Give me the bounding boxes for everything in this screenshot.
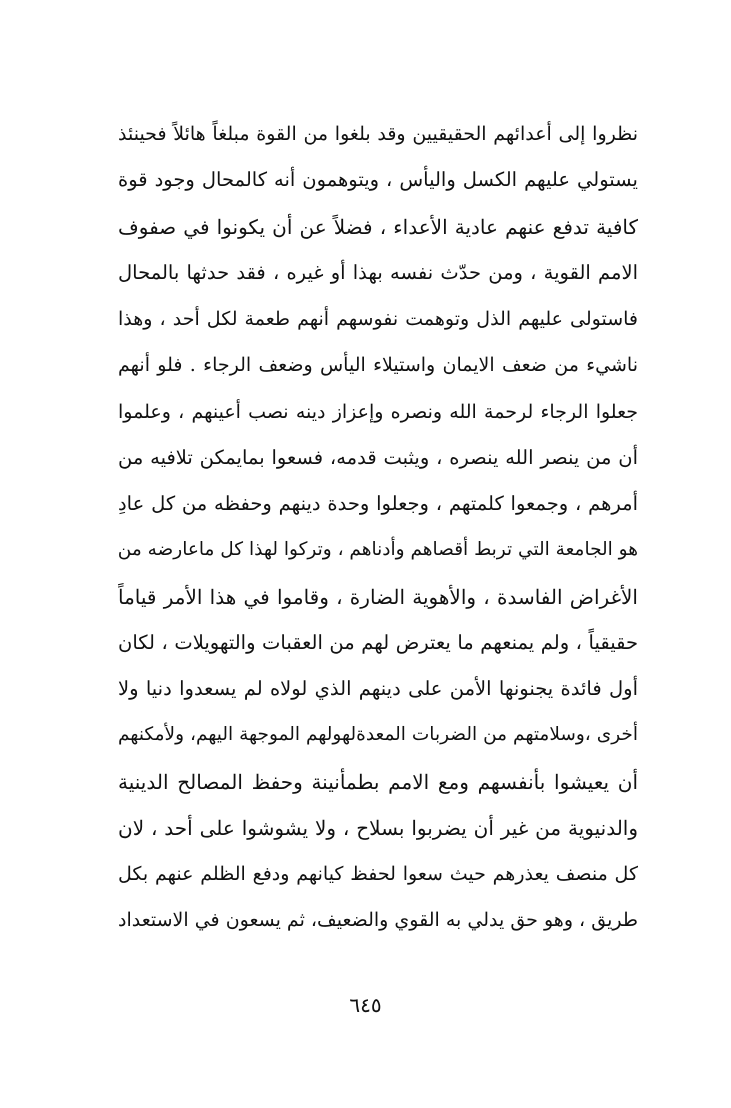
text-line: فاستولى عليهم الذل وتوهمت نفوسهم أنهم طعمة لكل أحد ، وهذا	[118, 308, 638, 330]
text-line: والدنيوية من غير أن يضربوا بسلاح ، ولا يشوشوا على أحد ، لان	[118, 815, 638, 840]
text-line: أن من ينصر الله ينصره ، ويثبت قدمه، فسعوا بمايمكن تلافيه من	[118, 445, 638, 469]
text-line: أول فائدة يجنونها الأمن على دينهم الذي لولاه لم يسعدوا دنيا ولا	[118, 677, 638, 700]
text-line: ناشيء من ضعف الايمان واستيلاء اليأس وضعف الرجاء . فلو أنهم	[118, 354, 638, 377]
text-line: أن يعيشوا بأنفسهم ومع الامم بطمأنينة وحفظ المصالح الدينية	[118, 769, 638, 794]
text-line: حقيقياً ، ولم يمنعهم ما يعترض لهم من العقبات والتهويلات ، لكان	[118, 630, 638, 654]
text-line: طريق ، وهو حق يدلي به القوي والضعيف، ثم يسعون في الاستعداد	[118, 909, 638, 932]
text-line: أخرى ،وسلامتهم من الضربات المعدةلهولهم الموجهة اليهم، ولأمكنهم	[118, 724, 638, 746]
text-line: يستولي عليهم الكسل واليأس ، ويتوهمون أنه كالمحال وجود قوة	[118, 168, 638, 192]
text-line: كافية تدفع عنهم عادية الأعداء ، فضلاً عن أن يكونوا في صفوف	[118, 214, 638, 239]
text-line: هو الجامعة التي تربط أقصاهم وأدناهم ، وتركوا لهذا كل ماعارضه من	[118, 539, 638, 561]
text-line: جعلوا الرجاء لرحمة الله ونصره وإعزاز دينه نصب أعينهم ، وعلموا	[118, 400, 638, 423]
body-text	[118, 111, 638, 944]
text-line: أمرهم ، وجمعوا كلمتهم ، وجعلوا وحدة دينهم وحفظه من كل عادِ	[118, 492, 638, 515]
text-line: كل منصف يعذرهم حيث سعوا لحفظ كيانهم ودفع الظلم عنهم بكل	[118, 863, 638, 885]
text-line: الأغراض الفاسدة ، والأهوية الضارة ، وقاموا في هذا الأمر قياماً	[118, 584, 638, 609]
page-number: ٦٤٥	[349, 993, 382, 1017]
text-line: الامم القوية ، ومن حدّث نفسه بهذا أو غيره ، فقد حدثها بالمحال	[118, 260, 638, 284]
text-line: نظروا إلى أعدائهم الحقيقيين وقد بلغوا من القوة مبلغاً هائلاً فحينئذ	[118, 123, 638, 145]
